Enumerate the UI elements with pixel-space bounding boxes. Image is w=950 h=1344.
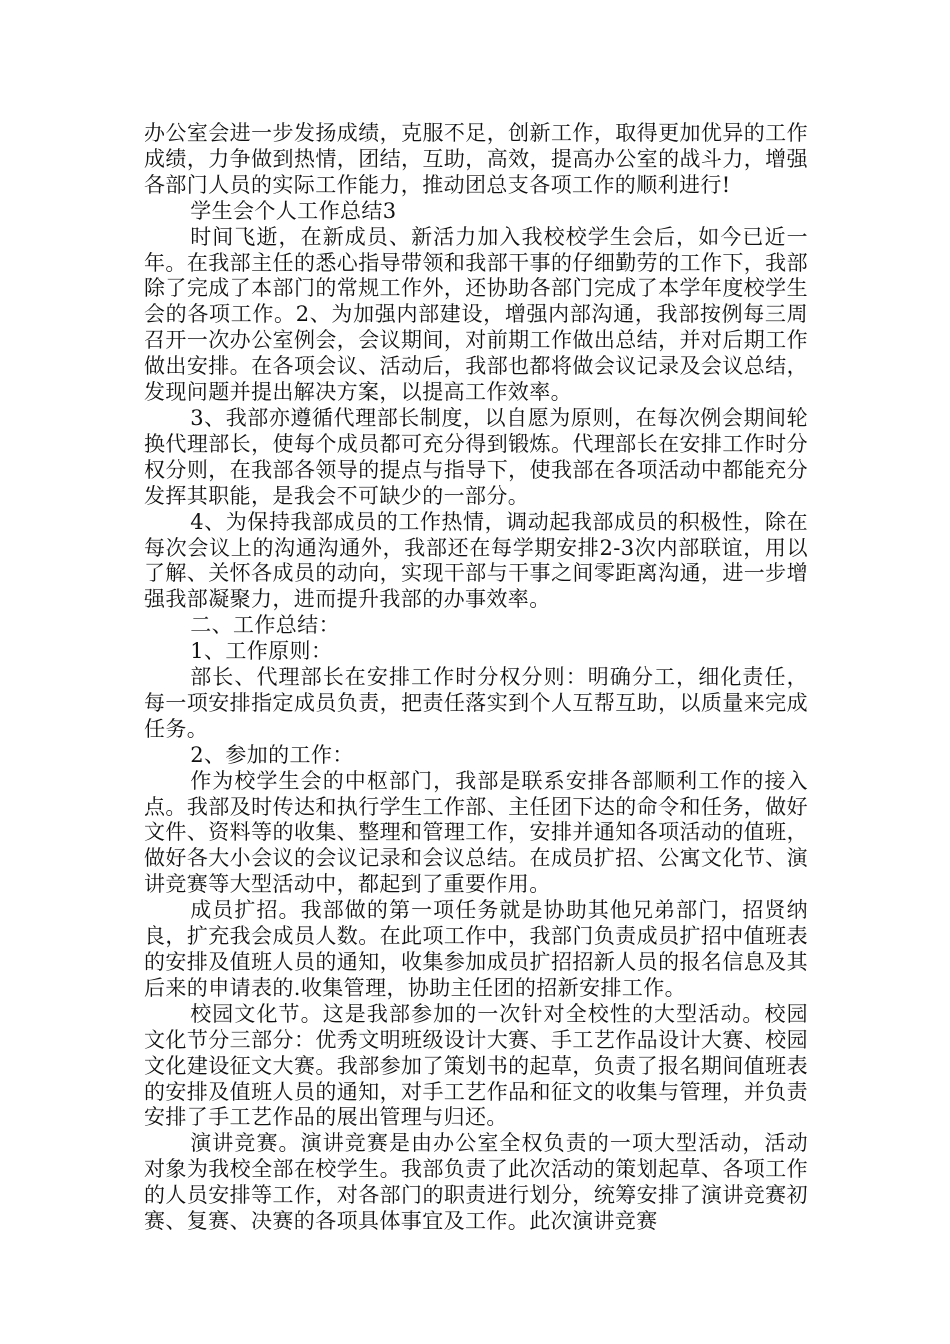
body-paragraph-6: 作为校学生会的中枢部门，我部是联系安排各部顺利工作的接入点。我部及时传达和执行学生工作部、主任团下达的命令和任务，做好文件、资料等的收集、整理和管理工作，安排并通知各项活动的值班，做好各大小会议的会议记录和会议总结。在成员扩招、公寓文化节、演讲竞赛等大型活动中，都起到了重要作用。 <box>144 768 808 897</box>
body-paragraph-1: 办公室会进一步发扬成绩，克服不足，创新工作，取得更加优异的工作成绩，力争做到热情，团结，互助，高效，提高办公室的战斗力，增强各部门人员的实际工作能力，推动团总支各项工作的顺利进行! <box>144 121 808 197</box>
section-heading-work-summary: 二、工作总结： <box>190 613 340 638</box>
body-paragraph-4: 4、为保持我部成员的工作热情，调动起我部成员的积极性，除在每次会议上的沟通沟通外，我部还在每学期安排2-3次内部联谊，用以了解、关怀各成员的动向，实现干部与干事之间零距离沟通，进一步增强我部凝聚力，进而提升我部的办事效率。 <box>144 509 808 612</box>
body-paragraph-5: 部长、代理部长在安排工作时分权分则：明确分工，细化责任，每一项安排指定成员负责，把责任落实到个人互帮互助，以质量来完成任务。 <box>144 665 808 741</box>
body-paragraph-9: 演讲竞赛。演讲竞赛是由办公室全权负责的一项大型活动，活动对象为我校全部在校学生。我部负责了此次活动的策划起草、各项工作的人员安排等工作，对各部门的职责进行划分，统筹安排了演讲竞赛初赛、复赛、决赛的各项具体事宜及工作。此次演讲竞赛 <box>144 1131 808 1234</box>
body-paragraph-2: 时间飞逝，在新成员、新活力加入我校校学生会后，如今已近一年。在我部主任的悉心指导带领和我部干事的仔细勤劳的工作下，我部除了完成了本部门的常规工作外，还协助各部门完成了本学年度校学生会的各项工作。2、为加强内部建设，增强内部沟通，我部按例每三周召开一次办公室例会，会议期间，对前期工作做出总结，并对后期工作做出安排。在各项会议、活动后，我部也都将做会议记录及会议总结，发现问题并提出解决方案，以提高工作效率。 <box>144 224 808 405</box>
body-paragraph-3: 3、我部亦遵循代理部长制度，以自愿为原则，在每次例会期间轮换代理部长，使每个成员都可充分得到锻炼。代理部长在安排工作时分权分则，在我部各领导的提点与指导下，使我部在各项活动中都能充分发挥其职能，是我会不可缺少的一部分。 <box>144 405 808 508</box>
body-paragraph-7: 成员扩招。我部做的第一项任务就是协助其他兄弟部门，招贤纳良，扩充我会成员人数。在此项工作中，我部门负责成员扩招中值班表的安排及值班人员的通知，收集参加成员扩招招新人员的报名信息及其后来的申请表的.收集管理，协助主任团的招新安排工作。 <box>144 898 808 1000</box>
subheading-work-principles: 1、工作原则： <box>190 639 333 664</box>
document-page <box>144 121 808 1235</box>
section-heading-summary-3: 学生会个人工作总结3 <box>190 198 397 223</box>
subheading-participated-work: 2、参加的工作： <box>190 742 354 767</box>
body-paragraph-8: 校园文化节。这是我部参加的一次针对全校性的大型活动。校园文化节分三部分：优秀文明班级设计大赛、手工艺作品设计大赛、校园文化建设征文大赛。我部参加了策划书的起草，负责了报名期间值班表的安排及值班人员的通知，对手工艺作品和征文的收集与管理，并负责安排了手工艺作品的展出管理与归还。 <box>144 1001 808 1130</box>
